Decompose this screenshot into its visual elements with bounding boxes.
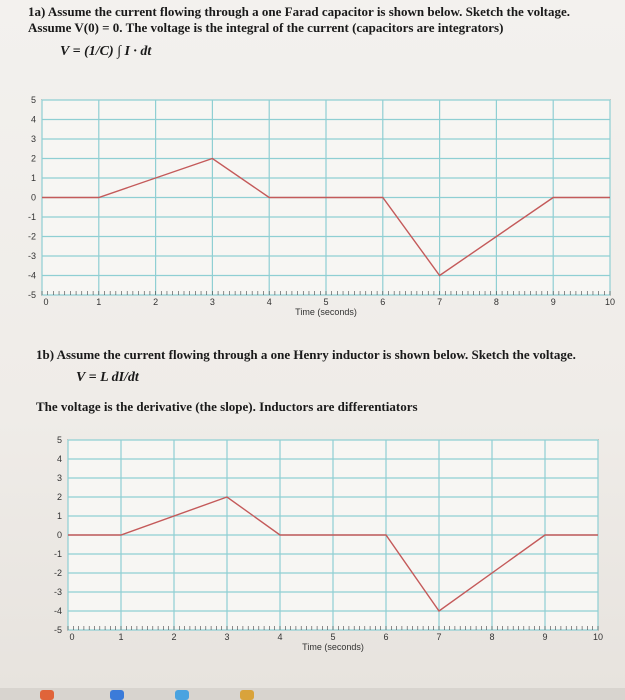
x-tick-label: 1 (96, 297, 102, 307)
y-tick-label: -2 (28, 231, 36, 242)
x-tick-label: 7 (437, 297, 443, 307)
question-1a (28, 4, 618, 36)
x-axis-label: Time (seconds) (302, 642, 364, 652)
x-tick-label: 3 (224, 632, 230, 642)
dock-app-icon[interactable] (175, 690, 189, 700)
x-axis-label: Time (seconds) (295, 307, 357, 317)
y-tick-label: -3 (28, 251, 36, 261)
x-tick-label: 7 (436, 632, 442, 642)
x-tick-label: 2 (171, 632, 177, 642)
y-tick-label: 5 (56, 436, 62, 445)
x-tick-label: 2 (153, 297, 159, 307)
x-tick-label: 9 (542, 632, 548, 642)
x-tick-label: 4 (266, 297, 272, 307)
y-tick-label: -2 (53, 568, 62, 578)
inductor-formula: V = L dI/dt (76, 370, 139, 385)
x-tick-label: 0 (43, 297, 49, 307)
y-tick-label: -1 (53, 549, 62, 559)
y-tick-label: -1 (28, 212, 36, 222)
y-tick-label: 1 (56, 511, 62, 521)
dock-app-icon[interactable] (240, 690, 254, 700)
y-tick-label: 5 (30, 96, 36, 105)
y-tick-label: 4 (30, 114, 36, 125)
current-chart-1a (28, 96, 618, 321)
y-tick-label: 4 (56, 454, 62, 464)
y-tick-label: 3 (56, 473, 62, 483)
dock-app-icon[interactable] (40, 690, 54, 700)
y-tick-label: -5 (28, 290, 36, 300)
x-tick-label: 8 (489, 632, 495, 642)
y-tick-label: -4 (53, 606, 62, 616)
x-tick-label: 9 (550, 297, 556, 307)
y-tick-label: -5 (53, 625, 62, 635)
x-tick-label: 6 (383, 632, 389, 642)
x-tick-label: 0 (69, 632, 75, 642)
x-tick-label: 5 (323, 297, 329, 307)
capacitor-formula: V = (1/C) ∫ I · dt (60, 44, 152, 59)
x-tick-label: 10 (592, 632, 604, 642)
x-tick-label: 10 (604, 297, 616, 307)
question-1a-line2: Assume V(0) = 0. The voltage is the integral of the current (capacitors are integrators) (28, 20, 504, 35)
x-tick-label: 3 (209, 297, 215, 307)
question-1a-line1: 1a) Assume the current flowing through a one Farad capacitor is shown below. Sketch the voltage. (28, 4, 571, 19)
y-tick-label: 2 (56, 492, 62, 502)
x-tick-label: 5 (330, 632, 336, 642)
y-tick-label: 2 (30, 153, 36, 164)
x-tick-label: 8 (493, 297, 499, 307)
dock-app-icon[interactable] (110, 690, 124, 700)
y-tick-label: 0 (30, 192, 36, 203)
y-tick-label: -4 (28, 270, 36, 281)
question-1b-line1: 1b) Assume the current flowing through a one Henry inductor is shown below. Sketch the voltage. (36, 347, 576, 362)
y-tick-label: -3 (53, 587, 62, 597)
x-tick-label: 4 (277, 632, 283, 642)
y-tick-label: 3 (30, 134, 36, 144)
desktop-dock-strip (0, 688, 625, 700)
current-chart-1b (48, 436, 618, 658)
y-tick-label: 1 (30, 173, 36, 183)
x-tick-label: 6 (380, 297, 386, 307)
question-1b-line2: The voltage is the derivative (the slope). Inductors are differentiators (36, 399, 418, 414)
x-tick-label: 1 (118, 632, 124, 642)
y-tick-label: 0 (56, 530, 62, 540)
